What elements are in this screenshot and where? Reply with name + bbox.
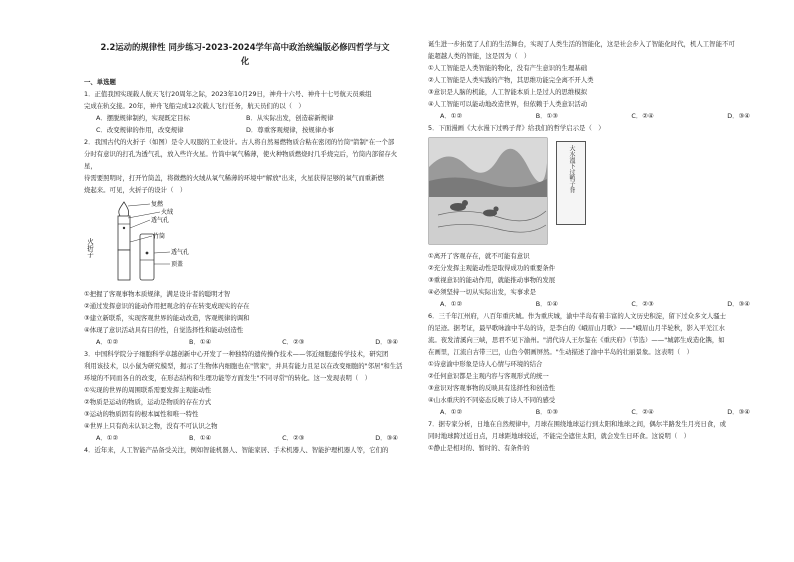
top-cap bbox=[140, 234, 154, 280]
answer-choices bbox=[428, 406, 758, 418]
choice-a[interactable]: A．①② bbox=[96, 338, 119, 346]
choice-b[interactable]: B．①③ bbox=[535, 112, 558, 120]
question-stem: 的足迹。据考证，最早歌咏渝中半岛的诗，是李白的《峨眉山月歌》——"峨眉山月半轮秋，影入平羌江水 bbox=[428, 324, 725, 332]
choice-a[interactable]: A．①② bbox=[440, 408, 463, 416]
statement-2: ②物质是运动的物质，运动是物质的存在方式 bbox=[84, 398, 212, 406]
statement-3: ③意识对客观事物的反映具有选择性和创造性 bbox=[428, 384, 556, 392]
question-stem: 7．据专家分析，日地在自然规律中，月球在围绕地球运行到太阳和地球之间，偶尔半路发生月亮日食，或 bbox=[428, 420, 727, 428]
answer-choices bbox=[428, 110, 758, 122]
statement-1: ①离开了客观存在，就不可能有意识 bbox=[428, 252, 530, 260]
comic-caption-panel bbox=[556, 141, 586, 225]
answer-choices bbox=[84, 336, 406, 348]
choice-d[interactable]: D．③④ bbox=[727, 112, 750, 120]
statement-4: ④体现了意识活动具有目的性，自觉选择性和能动创造性 bbox=[84, 326, 244, 334]
choice-a[interactable]: A．①② bbox=[96, 434, 119, 442]
question-2 bbox=[84, 136, 406, 348]
statement-1: ①把握了客观事物本质规律，满足设计者的聪明才智 bbox=[84, 290, 231, 298]
label-zhutong: 竹筒 bbox=[153, 233, 166, 240]
label-huozhezi: 火折子 bbox=[86, 238, 94, 258]
choice-a[interactable]: A．①② bbox=[440, 300, 463, 308]
statement-3: ③重视意识的能动作用，就能推动事物的发展 bbox=[428, 276, 556, 284]
choice-d[interactable]: D．③④ bbox=[727, 300, 750, 308]
question-stem: 能超越人类的智能，这是因为（ ） bbox=[428, 52, 531, 60]
choice-c[interactable]: C．②④ bbox=[631, 112, 654, 120]
choice-b[interactable]: B．①④ bbox=[189, 338, 212, 346]
question-3 bbox=[84, 348, 406, 456]
statement-1: ①静止是相对的、暂时的、有条件的 bbox=[428, 444, 530, 452]
label-fuye: 复燃 bbox=[151, 201, 164, 208]
question-stem: 流。夜发清溪向三峡，思君不见下渝州。"清代诗人王尔鉴在《重庆府》（节选）——"城郭生成造化镌，如 bbox=[428, 336, 725, 344]
answer-choices bbox=[428, 298, 758, 310]
option-c[interactable]: C．改变规律的作用，改变规律 bbox=[96, 126, 184, 134]
document-title: 2.2运动的规律性 同步练习-2023-2024学年高中政治统编版必修四哲学与文 化 bbox=[100, 42, 390, 66]
answer-choices bbox=[84, 432, 406, 444]
option-a[interactable]: A．摆脱规律制约，实现既定目标 bbox=[96, 114, 190, 122]
question-stem: 同时地球跨过近日点，月球距地球较近，不能完全遮住太阳，就会发生日环食。这说明（ ） bbox=[428, 432, 691, 440]
question-stem: 烧起来。可见，火折子的设计（ ） bbox=[84, 186, 187, 194]
bamboo-tube bbox=[118, 250, 130, 280]
question-stem: 5．下面漫画《大水漫下过鸭子背》给我们的哲学启示是（ ） bbox=[428, 124, 605, 132]
left-column bbox=[84, 0, 406, 456]
statement-2: ②人工智能是人类实践的产物，其思维功能完全离不开人类 bbox=[428, 76, 594, 84]
statement-3: ③运动的物质固有的根本属性和唯一特性 bbox=[84, 410, 199, 418]
comic-illustration bbox=[428, 137, 548, 245]
question-stem: 利用该技术，以小鼠为研究模型，揭示了生物体内细胞也在"管家"，并具有能力且足以在改变细胞的"邻居"和生活 bbox=[84, 362, 403, 370]
question-stem: 1．正值我国实现载人航天飞行20周年之际，2023年10月29日，神舟十六号、神舟十七号航天员乘组 bbox=[84, 90, 372, 98]
statement-2: ②通过发挥意识的能动作用把观念的存在转变成现实的存在 bbox=[84, 302, 250, 310]
right-column bbox=[428, 0, 758, 454]
question-stem: 在画里，江流自古带三巴，山色今朝画屏然。"生动描述了渝中半岛的壮丽景象。这表明（ ） bbox=[428, 348, 693, 356]
question-stem: 环境的不同而各自的改变，在形态结构和生理功能等方面发生"不同寻常"的转化。这一发现表明（ ） bbox=[84, 374, 372, 382]
choice-d[interactable]: D．③④ bbox=[375, 434, 398, 442]
statement-4: ④必须坚持一切从实际出发，实事求是 bbox=[428, 288, 536, 296]
option-b[interactable]: B．从实际出发，创造崭新规律 bbox=[246, 114, 334, 122]
option-d[interactable]: D．尊重客观规律，按规律办事 bbox=[246, 126, 334, 134]
statement-2: ②任何意识都是主观内容与客观形式的统一 bbox=[428, 372, 549, 380]
choice-c[interactable]: C．②③ bbox=[631, 300, 654, 308]
question-stem: 2．我国古代的火折子（如图）是令人叹服的工业设计。古人将自然易燃物质合粘在密闭的竹筒"箭制"在一个部 bbox=[84, 138, 395, 146]
choice-d[interactable]: D．③④ bbox=[727, 408, 750, 416]
choice-b[interactable]: B．①④ bbox=[189, 434, 212, 442]
label-huorong: 火绒 bbox=[161, 209, 174, 216]
inner-tube bbox=[118, 216, 130, 250]
statement-3: ③建立新联系，实现客观世界的能动改造，客观规律的调和 bbox=[84, 314, 250, 322]
section-heading: 一、单选题 bbox=[84, 78, 116, 86]
statement-2: ②充分发挥主观能动性是取得成功的重要条件 bbox=[428, 264, 556, 272]
label-touqikong: 透气孔 bbox=[151, 217, 170, 224]
statement-1: ①诗意渝中形象是诗人心情与环境的结合 bbox=[428, 360, 543, 368]
statement-4: ④人工智能可以能动地改造世界，但依赖于人类意识活动 bbox=[428, 100, 588, 108]
statement-1: ①人工智能是人类智能的物化，没有产生意识的生理基础 bbox=[428, 64, 588, 72]
question-stem: 3．中国科学院分子细胞科学卓越创新中心开发了一种独特的遗传操作技术——邻近细胞遗传学技术，研究团 bbox=[84, 350, 389, 358]
question-stem: 待需要照明时，打开竹筒盖，将微燃的火绒从氧气稀薄的环境中"解放"出来，火星获得足够的氧气而重新燃 bbox=[84, 174, 384, 182]
statement-3: ③意识是人脑的机能，人工智能本质上是过人的思维模拟 bbox=[428, 88, 588, 96]
question-stem: 分时有意识的打孔为透气孔，放入些许火星。竹筒中氧气稀薄，使火种物质燃烧时几乎烧完后，竹筒内部留存火星， bbox=[84, 150, 398, 170]
huozhezi-illustration bbox=[84, 198, 244, 286]
statement-4: ④世界上只有尚未认识之物，没有不可认识之物 bbox=[84, 422, 218, 430]
choice-b[interactable]: B．①④ bbox=[535, 300, 558, 308]
question-stem: 完成在轨交接。20年，神舟飞船完成12次载人飞行任务，航天员们的以（ ） bbox=[84, 102, 305, 110]
question-stem: 6．三千年江州府，八百年重庆城。作为重庆城，渝中半岛有着丰富的人文历史积淀，留下过众多文人骚士 bbox=[428, 312, 727, 320]
choice-d[interactable]: D．③④ bbox=[375, 338, 398, 346]
comic-figure bbox=[428, 137, 758, 247]
choice-b[interactable]: B．①③ bbox=[535, 408, 558, 416]
question-4-start: 4．近年来，人工智能产品备受关注，例如智能机器人、智能家居、手术机器人、智能护理机器人等，它们的 bbox=[84, 446, 389, 454]
statement-1: ①实现的世界的周围联系需要发挥主观能动性 bbox=[84, 386, 212, 394]
label-dinggai: 顶盖 bbox=[171, 261, 184, 268]
comic-caption: 大水漫下过鸭子背 bbox=[568, 145, 575, 193]
question-6 bbox=[428, 310, 758, 418]
statement-4: ④山水重庆的不同姿态反映了诗人不同的感受 bbox=[428, 396, 556, 404]
choice-c[interactable]: C．②④ bbox=[631, 408, 654, 416]
question-7 bbox=[428, 418, 758, 454]
choice-c[interactable]: C．②③ bbox=[282, 338, 305, 346]
question-4-continued bbox=[428, 38, 758, 122]
label-touqikong-2: 透气孔 bbox=[171, 249, 190, 256]
question-5 bbox=[428, 122, 758, 310]
huozhezi-figure bbox=[84, 198, 406, 286]
question-stem: 诞生进一步拓宽了人们的生活舞台，实现了人类生活的智能化，这是社会步入了智能化时代，机人工智能不可 bbox=[428, 40, 735, 48]
question-1 bbox=[84, 88, 406, 136]
choice-c[interactable]: C．②③ bbox=[282, 434, 305, 442]
choice-a[interactable]: A．①② bbox=[440, 112, 463, 120]
